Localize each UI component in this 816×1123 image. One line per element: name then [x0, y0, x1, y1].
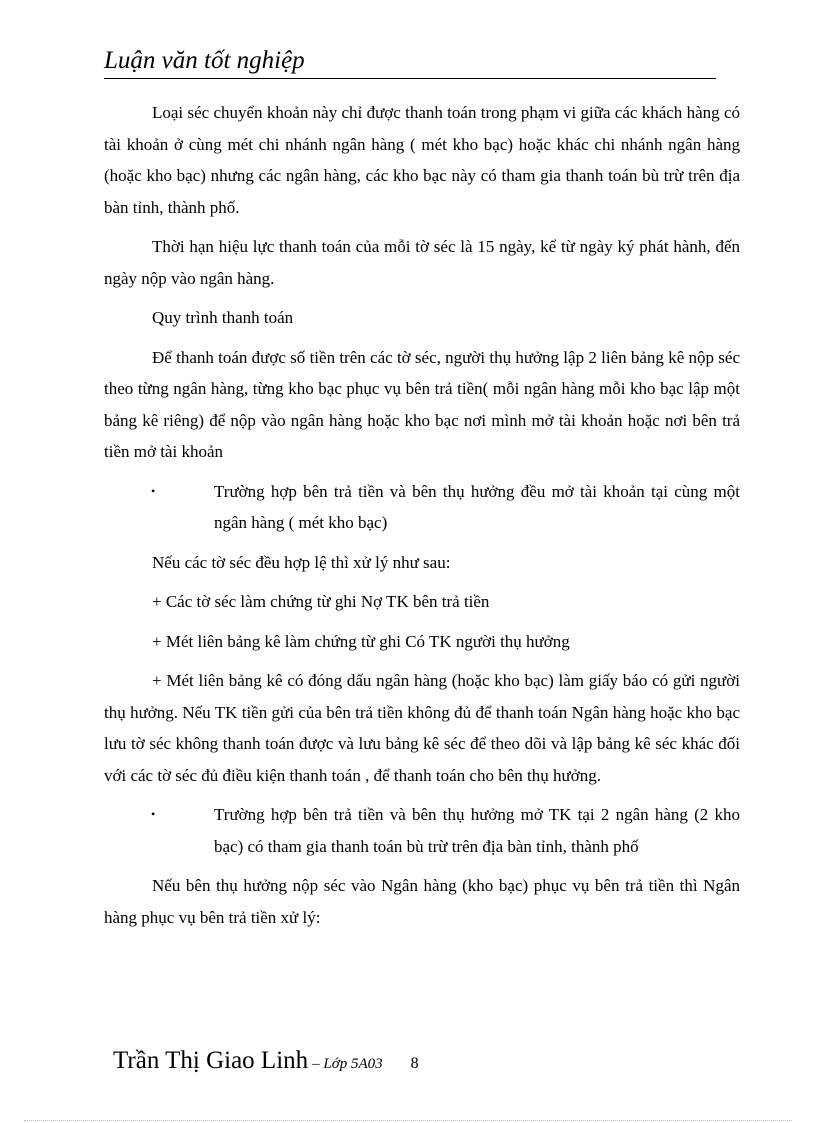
paragraph-process-heading: Quy trình thanh toán [152, 308, 294, 327]
paragraph-credit-notice: + Mét liên bảng kê có đóng dấu ngân hàng (hoặc kho bạc) làm giấy báo có gửi người thụ hưởng. Nếu TK tiền gửi của bên trả tiền không đủ để thanh toán Ngân hàng hoặc kho bạc lưu tờ séc không thanh toán được và lưu bảng kê séc để theo dõi và lập bảng kê séc khác đối với các tờ séc đủ điều kiện thanh toán , để thanh toán cho bên thụ hưởng. [104, 671, 740, 785]
paragraph-credit-entry: + Mét liên bảng kê làm chứng từ ghi Có TK người thụ hưởng [152, 631, 570, 651]
page-bottom-border [24, 1120, 792, 1121]
bullet-item-same-bank [104, 476, 740, 539]
author-name: Trần Thị Giao Linh [113, 1047, 309, 1074]
paragraph-payment-procedure: Để thanh toán được số tiền trên các tờ séc, người thụ hưởng lập 2 liên bảng kê nộp séc theo từng ngân hàng, từng kho bạc phục vụ bên trả tiền( mỗi ngân hàng mỗi kho bạc lập một bảng kê riêng) để nộp vào ngân hàng hoặc kho bạc nơi mình mở tài khoản hoặc nơi bên trả tiền mở tài khoản [104, 347, 740, 461]
class-label: – Lớp 5A03 [312, 1056, 383, 1072]
paragraph-payer-bank-processing: Nếu bên thụ hưởng nộp séc vào Ngân hàng (kho bạc) phục vụ bên trả tiền thì Ngân hàng phục vụ bên trả tiền xử lý: [104, 876, 740, 927]
bullet-item-two-banks [104, 799, 740, 862]
bullet-icon: • [151, 483, 156, 498]
page-header [104, 46, 716, 79]
bullet-icon: • [151, 807, 156, 821]
page-footer [113, 1047, 419, 1075]
bullet-text: Trường hợp bên trả tiền và bên thụ hưởng mở TK tại 2 ngân hàng (2 kho bạc) có tham gia thanh toán bù trừ trên địa bàn tỉnh, thành phố [214, 805, 740, 856]
paragraph-transfer-check: Loại séc chuyển khoản này chỉ được thanh toán trong phạm vi giữa các khách hàng có tài khoản ở cùng mét chi nhánh ngân hàng ( mét kho bạc) hoặc khác chi nhánh ngân hàng (hoặc kho bạc) nhưng các ngân hàng, các kho bạc này có tham gia thanh toán bù trừ trên địa bàn tỉnh, thành phố. [104, 103, 740, 217]
bullet-text: Trường hợp bên trả tiền và bên thụ hưởng đều mở tài khoản tại cùng một ngân hàng ( mét kho bạc) [214, 481, 740, 532]
paragraph-validity-period: Thời hạn hiệu lực thanh toán của mỗi tờ séc là 15 ngày, kể từ ngày ký phát hành, đến ngày nộp vào ngân hàng. [104, 237, 740, 288]
page-body [104, 97, 740, 941]
document-title: Luận văn tốt nghiệp [104, 47, 305, 74]
paragraph-debit-entry: + Các tờ séc làm chứng từ ghi Nợ TK bên trả tiền [152, 592, 490, 611]
page-number: 8 [410, 1055, 419, 1072]
paragraph-valid-checks: Nếu các tờ séc đều hợp lệ thì xử lý như sau: [152, 552, 451, 572]
